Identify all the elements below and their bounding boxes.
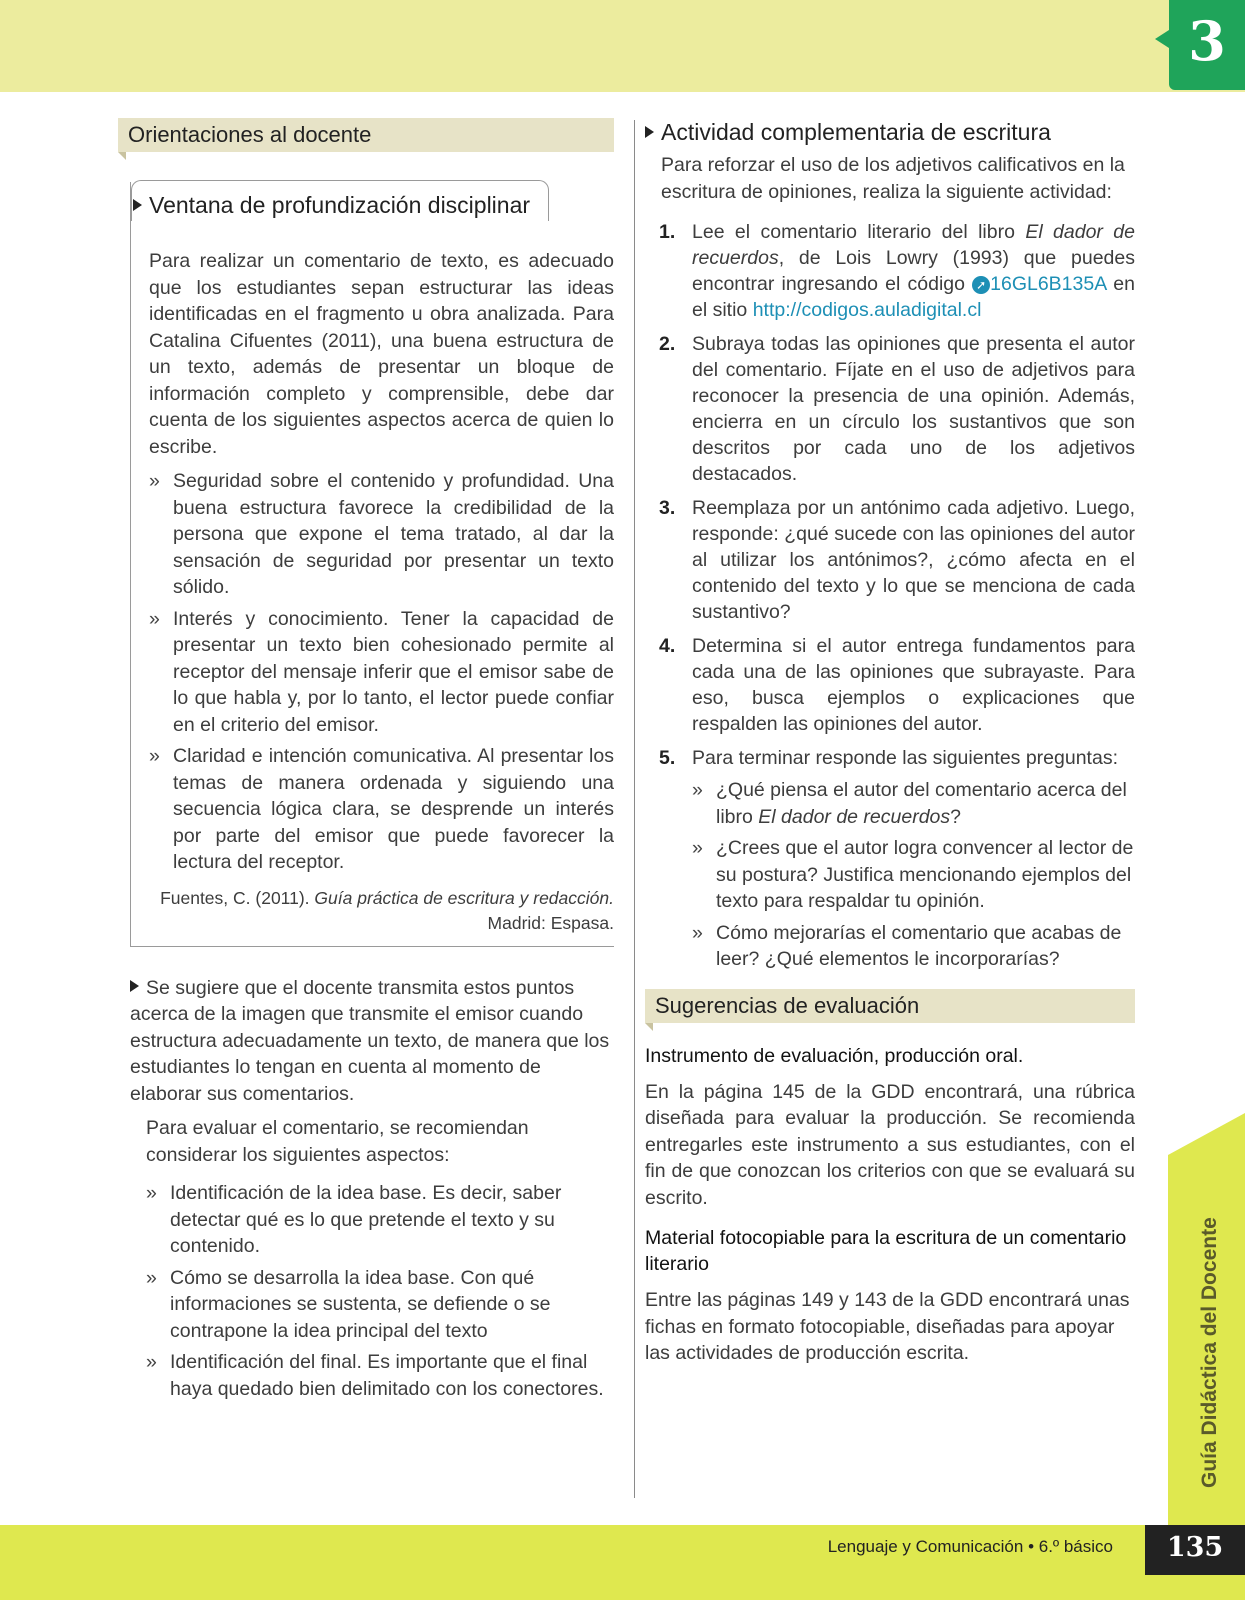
section-title-evaluacion: Sugerencias de evaluación [645, 989, 1135, 1023]
activity-steps [645, 219, 1135, 973]
left-column [118, 118, 614, 1407]
list-item: » Cómo mejorarías el comentario que acabas de leer? ¿Qué elementos le incorporarías? [692, 920, 1135, 973]
page-number: 135 [1166, 1532, 1224, 1563]
triangle-bullet-icon [130, 980, 139, 992]
step-item: 2. Subraya todas las opiniones que presenta el autor del comentario. Fíjate en el uso de adjetivos para reconocer la presencia de una opinión. Además, encierra en un círculo los sustantivos que son descritos por cada uno de los adjetivos destacados. [659, 333, 1135, 485]
right-column [645, 118, 1135, 1367]
window-intro: Para realizar un comentario de texto, es adecuado que los estudiantes sepan estructurar las ideas identificadas en el fragmento u obra analizada. Para Catalina Cifuentes (2011), una buena estructura de un texto, además de presentar un bloque de información completo y comprensible, debe dar cuenta de los siguientes aspectos acerca de quien lo escribe. [149, 250, 614, 458]
column-divider [634, 120, 635, 1498]
evaluate-intro: Para evaluar el comentario, se recomiendan considerar los siguientes aspectos: [146, 1117, 529, 1166]
evaluate-bullet-list [146, 1180, 614, 1402]
step-item: 1. Lee el comentario literario del libro El dador de recuerdos, de Lois Lowry (1993) que puedes encontrar ingresando el código ➚ 16GL6B135A en el sitio http://codigos.auladigital.cl [659, 221, 1135, 321]
list-item: » ¿Qué piensa el autor del comentario acerca del libro El dador de recuerdos? [692, 777, 1135, 830]
triangle-bullet-icon [645, 126, 654, 138]
list-item: » Interés y conocimiento. Tener la capacidad de presentar un texto bien cohesionado permite al receptor del mensaje inferir que el emisor sabe de lo que habla y, por lo tanto, el lector puede confiar en el criterio del emisor. [149, 606, 614, 739]
step-item: 5. Para terminar responde las siguientes preguntas: » ¿Qué piensa el autor del comentario acerca del libro El dador de recuerdos? » ¿Crees que el autor logra convencer al lector de su postura? Justifica mencionando ejemplos del texto para respaldar tu opinión. » Cómo mejorarías el comentario que acabas de leer? ¿Qué elementos le incorporarías? [659, 745, 1135, 973]
window-bullet-list [149, 468, 614, 876]
instrument-text: En la página 145 de la GDD encontrará, una rúbrica diseñada para evaluar la producción. Se recomienda entregarles este instrumento a sus estudiantes, con el fin de que conozcan los criterios con que se evaluará su escrito. [645, 1080, 1135, 1209]
list-item: » Seguridad sobre el contenido y profundidad. Una buena estructura favorece la credibilidad de la persona que expone el tema tratado, al dar la sensación de seguridad por presentar un texto sólido. [149, 468, 614, 601]
material-heading: Material fotocopiable para la escritura de un comentario literario [645, 1227, 1127, 1275]
list-item: » Identificación del final. Es importante que el final haya quedado bien delimitado con los conectores. [146, 1349, 614, 1402]
instrument-heading: Instrumento de evaluación, producción oral. [645, 1044, 1024, 1067]
triangle-bullet-icon [133, 199, 142, 211]
list-item: » Cómo se desarrolla la idea base. Con qué informaciones se sustenta, se defiende o se contrapone la idea principal del texto [146, 1265, 614, 1345]
activity-intro: Para reforzar el uso de los adjetivos calificativos en la escritura de opiniones, realiza la siguiente actividad: [661, 154, 1125, 203]
footer-subject: Lenguaje y Comunicación • 6.º básico [827, 1537, 1113, 1556]
deepening-window [130, 182, 614, 947]
access-code[interactable]: 16GL6B135A [990, 273, 1107, 295]
bibliographic-reference: Fuentes, C. (2011). Guía práctica de escritura y redacción. Madrid: Espasa. [160, 887, 614, 933]
header-band [0, 0, 1245, 92]
window-title: Ventana de profundización disciplinar [131, 182, 614, 230]
rocket-icon: ➚ [972, 276, 990, 294]
step-item: 3. Reemplaza por un antónimo cada adjetivo. Luego, responde: ¿qué sucede con las opiniones del autor al utilizar los antónimos?, ¿cómo afecta en el contenido del texto y lo que se menciona de cada sustantivo? [659, 497, 1135, 623]
material-text: Entre las páginas 149 y 143 de la GDD encontrará unas fichas en formato fotocopiable, diseñadas para apoyar las actividades de producción escrita. [645, 1289, 1130, 1364]
step-item: 4. Determina si el autor entrega fundamentos para cada una de las opiniones que subrayaste. Para eso, busca ejemplos o explicaciones que respalden las opiniones del autor. [659, 635, 1135, 735]
list-item: » ¿Crees que el autor logra convencer al lector de su postura? Justifica mencionando ejemplos del texto para respaldar tu opinión. [692, 835, 1135, 915]
activity-title: Actividad complementaria de escritura [645, 118, 1135, 146]
suggestion-paragraph: Se sugiere que el docente transmita estos puntos acerca de la imagen que transmite el emisor cuando estructura adecuadamente un texto, de manera que los estudiantes lo tengan en cuenta al momento de elaborar sus comentarios. [130, 976, 610, 1105]
section-title-orientaciones: Orientaciones al docente [118, 118, 614, 152]
side-tab-label: Guía Didáctica del Docente [1198, 1217, 1221, 1488]
list-item: » Identificación de la idea base. Es decir, saber detectar qué es lo que pretende el texto y su contenido. [146, 1180, 614, 1260]
list-item: » Claridad e intención comunicativa. Al presentar los temas de manera ordenada y siguiendo una secuencia lógica clara, se desprende un interés por parte del emisor que puede favorecer la lectura del receptor. [149, 743, 614, 876]
site-link[interactable]: http://codigos.auladigital.cl [752, 299, 982, 321]
question-list [692, 777, 1135, 973]
unit-number: 3 [1188, 9, 1226, 73]
